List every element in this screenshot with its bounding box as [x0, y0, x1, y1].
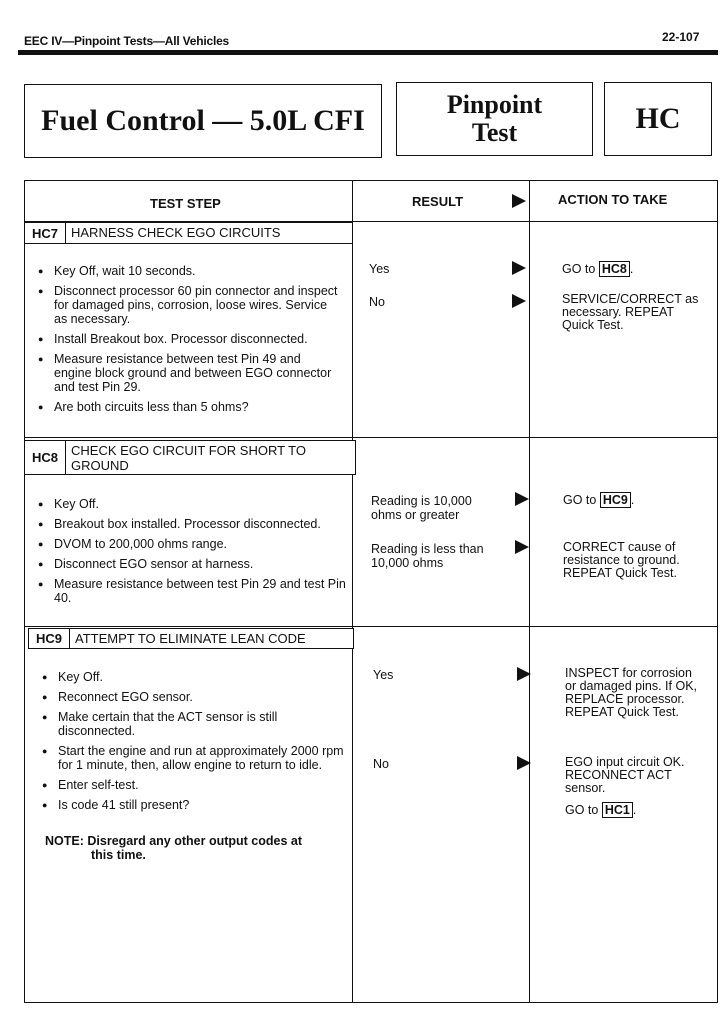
- row-divider-hc7: [24, 437, 718, 438]
- arrow-right-icon: [515, 540, 529, 554]
- goto-period: .: [632, 803, 637, 817]
- arrow-right-icon: [515, 492, 529, 506]
- result-low-reading: Reading is less than 10,000 ohms: [371, 542, 484, 570]
- list-item: ● Key Off, wait 10 seconds.: [38, 264, 338, 278]
- arrow-right-icon: [517, 756, 531, 770]
- column-header-action: ACTION TO TAKE: [558, 192, 668, 207]
- list-item: ● Measure resistance between test Pin 29 and test Pin 40.: [38, 577, 348, 605]
- step-instructions-hc8: [38, 497, 348, 611]
- test-code-box: [604, 82, 712, 156]
- list-item: ● Reconnect EGO sensor.: [42, 690, 347, 704]
- column-header-result: RESULT: [412, 194, 464, 209]
- goto-period: .: [630, 493, 635, 507]
- list-item: ● Is code 41 still present?: [42, 798, 347, 812]
- step-title: HARNESS CHECK EGO CIRCUITS: [71, 225, 281, 240]
- goto-step-hc8-link[interactable]: HC8: [599, 261, 630, 277]
- list-item: ● Key Off.: [38, 497, 348, 511]
- step-label-hc9: [28, 628, 354, 649]
- action-inspect-replace: INSPECT for corrosion or damaged pins. If OK, REPLACE processor. REPEAT Quick Test.: [565, 666, 698, 719]
- step-code: HC9: [29, 629, 70, 648]
- list-item: ● Key Off.: [42, 670, 347, 684]
- section-title: EEC IV—Pinpoint Tests—All Vehicles: [24, 34, 230, 48]
- step-code: HC8: [25, 441, 66, 474]
- header-rule: [18, 50, 718, 55]
- list-item: ● Breakout box installed. Processor disconnected.: [38, 517, 348, 531]
- step-note: [45, 834, 345, 862]
- pinpoint-line-2: Test: [471, 118, 518, 147]
- result-no: No: [369, 295, 385, 309]
- list-item: ● Measure resistance between test Pin 49 and engine block ground and between EGO connector and test Pin 29.: [38, 352, 338, 394]
- page-number: 22-107: [662, 30, 700, 44]
- action-goto-hc8: [562, 261, 633, 277]
- action-service-correct: SERVICE/CORRECT as necessary. REPEAT Quick Test.: [562, 292, 699, 332]
- arrow-right-icon: [512, 194, 526, 208]
- step-instructions-hc9: [42, 670, 347, 818]
- test-code: HC: [635, 102, 681, 135]
- column-divider-2: [529, 180, 530, 1003]
- action-ego-ok: EGO input circuit OK. RECONNECT ACT sensor.: [565, 755, 685, 795]
- list-item: ● Enter self-test.: [42, 778, 347, 792]
- goto-text: GO to: [563, 493, 597, 507]
- step-label-hc8: [24, 440, 356, 475]
- note-text-2: this time.: [91, 848, 146, 862]
- step-title: CHECK EGO CIRCUIT FOR SHORT TO GROUND: [71, 443, 306, 473]
- arrow-right-icon: [512, 261, 526, 275]
- column-divider-1: [352, 180, 353, 1003]
- goto-text: GO to: [565, 803, 599, 817]
- action-goto-hc1: [565, 802, 636, 818]
- test-title-box: [24, 84, 382, 158]
- note-text-1: Disregard any other output codes at: [87, 834, 302, 848]
- result-yes: Yes: [373, 668, 394, 682]
- step-code: HC7: [25, 223, 66, 243]
- list-item: ● Are both circuits less than 5 ohms?: [38, 400, 338, 414]
- pinpoint-test-box: [396, 82, 593, 156]
- list-item: ● Disconnect processor 60 pin connector and inspect for damaged pins, corrosion, loose wires. Service as necessary.: [38, 284, 338, 326]
- goto-step-hc9-link[interactable]: HC9: [600, 492, 631, 508]
- note-label: NOTE:: [45, 834, 84, 848]
- step-label-hc7: [24, 222, 353, 244]
- action-correct-resistance: CORRECT cause of resistance to ground. REPEAT Quick Test.: [563, 540, 680, 580]
- list-item: ● Disconnect EGO sensor at harness.: [38, 557, 348, 571]
- pinpoint-line-1: Pinpoint: [446, 90, 543, 119]
- result-yes: Yes: [369, 262, 390, 276]
- goto-step-hc1-link[interactable]: HC1: [602, 802, 633, 818]
- result-no: No: [373, 757, 389, 771]
- list-item: ● DVOM to 200,000 ohms range.: [38, 537, 348, 551]
- step-instructions-hc7: [38, 264, 338, 420]
- goto-period: .: [629, 262, 634, 276]
- arrow-right-icon: [512, 294, 526, 308]
- action-goto-hc9: [563, 492, 634, 508]
- arrow-right-icon: [517, 667, 531, 681]
- goto-text: GO to: [562, 262, 596, 276]
- step-title: ATTEMPT TO ELIMINATE LEAN CODE: [75, 631, 306, 646]
- result-high-reading: Reading is 10,000 ohms or greater: [371, 494, 472, 522]
- list-item: ● Make certain that the ACT sensor is still disconnected.: [42, 710, 347, 738]
- list-item: ● Install Breakout box. Processor disconnected.: [38, 332, 338, 346]
- row-divider-hc8: [24, 626, 718, 627]
- test-title: Fuel Control — 5.0L CFI: [41, 104, 365, 137]
- column-header-test-step: TEST STEP: [150, 196, 221, 211]
- list-item: ● Start the engine and run at approximately 2000 rpm for 1 minute, then, allow engine to return to idle.: [42, 744, 347, 772]
